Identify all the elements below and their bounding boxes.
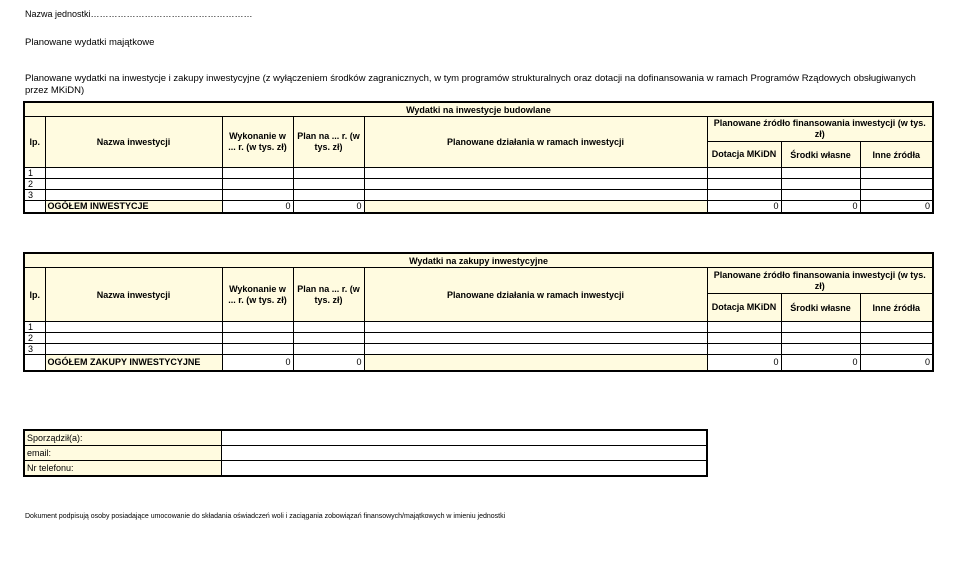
cell-name[interactable] — [45, 333, 222, 344]
row-number: 1 — [24, 322, 45, 333]
col-srodki: Środki własne — [781, 294, 860, 322]
email-field[interactable] — [221, 446, 707, 461]
cell-dotacja[interactable] — [707, 190, 781, 201]
table-row — [24, 179, 933, 190]
col-zrodlo: Planowane źródło finansowania inwestycji (w tys. zł) — [707, 117, 933, 142]
cell-wykonanie[interactable] — [222, 344, 293, 355]
cell-srodki[interactable] — [781, 179, 860, 190]
cell-wykonanie[interactable] — [222, 168, 293, 179]
cell-name[interactable] — [45, 179, 222, 190]
total-srodki: 0 — [781, 355, 860, 371]
col-wykonanie: Wykonanie w ... r. (w tys. zł) — [222, 268, 293, 322]
total-dzialania — [364, 201, 707, 213]
cell-name[interactable] — [45, 190, 222, 201]
cell-name[interactable] — [45, 322, 222, 333]
cell-inne[interactable] — [860, 322, 933, 333]
cell-name[interactable] — [45, 168, 222, 179]
cell-srodki[interactable] — [781, 322, 860, 333]
cell-srodki[interactable] — [781, 190, 860, 201]
total-plan: 0 — [293, 201, 364, 213]
row-number: 1 — [24, 168, 45, 179]
investment-purchases-table — [23, 252, 934, 372]
footer-note: Dokument podpisują osoby posiadające umocowanie do składania oświadczeń woli i zaciągania zobowiązań finansowych/majątkowych w imieniu jednostki — [25, 513, 506, 520]
unit-name-label: Nazwa jednostki……………………………………………… — [25, 9, 253, 19]
cell-inne[interactable] — [860, 179, 933, 190]
cell-plan[interactable] — [293, 168, 364, 179]
email-label: email: — [24, 446, 221, 461]
prepared-by-field[interactable] — [221, 430, 707, 446]
col-inne: Inne źródła — [860, 294, 933, 322]
col-name: Nazwa inwestycji — [45, 117, 222, 168]
cell-dzialania[interactable] — [364, 179, 707, 190]
cell-dzialania[interactable] — [364, 190, 707, 201]
cell-dotacja[interactable] — [707, 333, 781, 344]
total-label: OGÓŁEM ZAKUPY INWESTYCYJNE — [45, 355, 222, 371]
phone-label: Nr telefonu: — [24, 461, 221, 477]
col-inne: Inne źródła — [860, 142, 933, 168]
cell-dotacja[interactable] — [707, 179, 781, 190]
table-caption: Wydatki na zakupy inwestycyjne — [24, 253, 933, 268]
col-dzialania: Planowane działania w ramach inwestycji — [364, 117, 707, 168]
phone-field[interactable] — [221, 461, 707, 477]
cell-plan[interactable] — [293, 344, 364, 355]
cell-inne[interactable] — [860, 168, 933, 179]
row-number: 3 — [24, 344, 45, 355]
cell-inne[interactable] — [860, 333, 933, 344]
col-zrodlo: Planowane źródło finansowania inwestycji (w tys. zł) — [707, 268, 933, 294]
col-lp: lp. — [24, 117, 45, 168]
cell-plan[interactable] — [293, 322, 364, 333]
table-caption: Wydatki na inwestycje budowlane — [24, 102, 933, 117]
col-plan: Plan na ... r. (w tys. zł) — [293, 268, 364, 322]
cell-wykonanie[interactable] — [222, 179, 293, 190]
col-plan: Plan na ... r. (w tys. zł) — [293, 117, 364, 168]
cell-inne[interactable] — [860, 190, 933, 201]
row-number: 2 — [24, 333, 45, 344]
cell-plan[interactable] — [293, 190, 364, 201]
cell-dotacja[interactable] — [707, 344, 781, 355]
table-row — [24, 333, 933, 344]
total-dzialania — [364, 355, 707, 371]
total-dotacja: 0 — [707, 355, 781, 371]
section-title: Planowane wydatki majątkowe — [25, 37, 155, 48]
col-dotacja: Dotacja MKiDN — [707, 294, 781, 322]
col-name: Nazwa inwestycji — [45, 268, 222, 322]
cell-dotacja[interactable] — [707, 322, 781, 333]
total-row — [24, 355, 933, 371]
table-row — [24, 168, 933, 179]
col-wykonanie: Wykonanie w ... r. (w tys. zł) — [222, 117, 293, 168]
row-number: 2 — [24, 179, 45, 190]
investment-buildings-table — [23, 101, 934, 214]
col-lp: lp. — [24, 268, 45, 322]
total-dotacja: 0 — [707, 201, 781, 213]
cell-wykonanie[interactable] — [222, 322, 293, 333]
total-wykonanie: 0 — [222, 201, 293, 213]
signature-table — [23, 429, 708, 477]
cell-wykonanie[interactable] — [222, 190, 293, 201]
col-srodki: Środki własne — [781, 142, 860, 168]
table-row — [24, 344, 933, 355]
cell-dzialania[interactable] — [364, 333, 707, 344]
col-dzialania: Planowane działania w ramach inwestycji — [364, 268, 707, 322]
cell-dzialania[interactable] — [364, 168, 707, 179]
total-srodki: 0 — [781, 201, 860, 213]
cell-srodki[interactable] — [781, 344, 860, 355]
row-number: 3 — [24, 190, 45, 201]
cell-plan[interactable] — [293, 333, 364, 344]
total-plan: 0 — [293, 355, 364, 371]
cell-name[interactable] — [45, 344, 222, 355]
table-row — [24, 190, 933, 201]
cell-inne[interactable] — [860, 344, 933, 355]
total-row — [24, 201, 933, 213]
cell-dzialania[interactable] — [364, 322, 707, 333]
cell-wykonanie[interactable] — [222, 333, 293, 344]
intro-text: Planowane wydatki na inwestycje i zakupy inwestycyjne (z wyłączeniem środków zagranicznych, w tym programów strukturalnych oraz dotacji na dofinansowania w ramach Programów Rządowych obsługiwanych przez MKiDN) — [25, 73, 916, 96]
cell-plan[interactable] — [293, 179, 364, 190]
cell-srodki[interactable] — [781, 168, 860, 179]
total-inne: 0 — [860, 201, 933, 213]
col-dotacja: Dotacja MKiDN — [707, 142, 781, 168]
cell-dotacja[interactable] — [707, 168, 781, 179]
table-row — [24, 322, 933, 333]
cell-dzialania[interactable] — [364, 344, 707, 355]
prepared-by-label: Sporządził(a): — [24, 430, 221, 446]
total-label: OGÓŁEM INWESTYCJE — [45, 201, 222, 213]
total-inne: 0 — [860, 355, 933, 371]
total-wykonanie: 0 — [222, 355, 293, 371]
cell-srodki[interactable] — [781, 333, 860, 344]
